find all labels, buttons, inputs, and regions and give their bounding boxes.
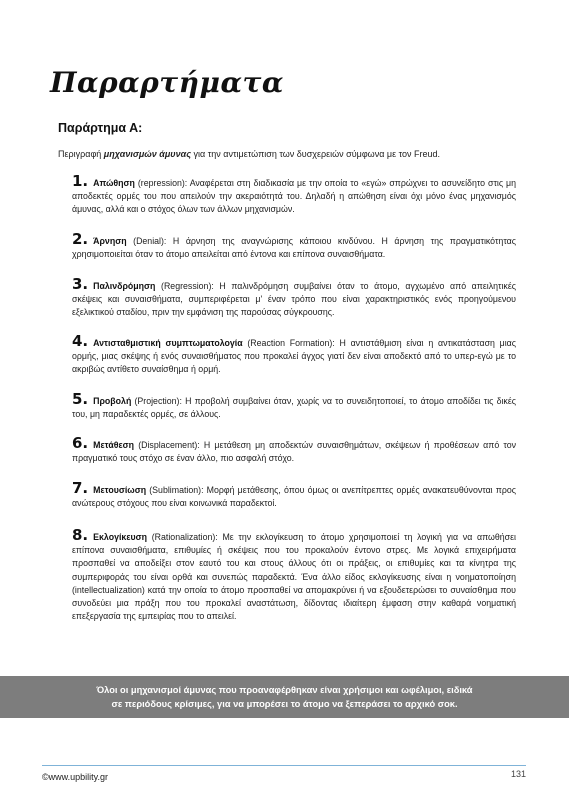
item-text: (Regression): Η παλινδρόμηση συμβαίνει όταν το άτομο, αγχωμένο από απειλητικές σκέψεις και συναισθήματα, συμπεριφέρεται μ' έναν τρόπο που είναι χαρακτηριστικός ενός προηγούμενου εξελικτικού σταδίου, πριν την εμφάνιση της παρούσας σύγκρουσης. <box>72 281 516 318</box>
list-item <box>72 526 516 623</box>
intro-text-before: Περιγραφή <box>58 149 104 159</box>
intro-text-after: για την αντιμετώπιση των δυσχερειών σύμφωνα με τον Freud. <box>191 149 441 159</box>
list-item <box>72 332 516 377</box>
item-text: (Rationalization): Με την εκλογίκευση το άτομο χρησιμοποιεί τη λογική για να απωθήσει επίπονα συναισθήματα, επιθυμίες ή σκέψεις που του προκαλούν έντονο στρες. Με λογικά επιχειρήματα προσπαθεί να αποδείξει στον εαυτό του και στους άλλους ότι οι πράξεις, οι επιθυμίες και τα κίνητρα της συμπεριφοράς του είναι ορθά και συνεπώς παραδεκτά. Ένα άλλο είδος εκλογίκευσης είναι η νοηματοποίηση (intellectualization) κατά την οποία το άτομο προσπαθεί να απομακρύνει ή να εξουδετερώσει το συναίσθημα που συνοδεύει μια πράξη που του προκαλεί αναστάτωση, δίδοντας ιδιαίτερη έμφαση στην καθαρά νοηματική επεξεργασία της εμπειρίας που το απειλεί. <box>72 532 516 622</box>
footer-website: ©www.upbility.gr <box>42 772 108 782</box>
item-name: Παλινδρόμηση <box>93 281 156 291</box>
intro-term: μηχανισμών άμυνας <box>103 149 192 159</box>
item-number: 8. <box>72 526 89 544</box>
banner-line-2: σε περιόδους κρίσιμες, για να μπορέσει το άτομο να ξεπεράσει το αρχικό σοκ. <box>111 699 458 709</box>
item-number: 3. <box>72 275 89 293</box>
item-name: Μετάθεση <box>93 440 135 450</box>
item-number: 6. <box>72 434 89 452</box>
item-text: (Sublimation): Μορφή μετάθεσης, όπου όμως οι ανεπίτρεπτες ορμές ανακατευθύνονται προς ανώτερους στόχους που είναι κοινωνικά παραδεκτοί. <box>72 485 516 509</box>
appendix-heading: Παράρτημα Α: <box>58 121 143 135</box>
item-number: 2. <box>72 230 89 248</box>
item-number: 5. <box>72 390 89 408</box>
item-name: Αντισταθμιστική συμπτωματολογία <box>93 338 243 348</box>
summary-banner <box>0 676 569 718</box>
item-name: Προβολή <box>93 396 132 406</box>
intro-paragraph <box>58 148 528 160</box>
page-title: Παραρτήματα <box>50 66 284 99</box>
item-number: 7. <box>72 479 89 497</box>
banner-line-1: Όλοι οι μηχανισμοί άμυνας που προαναφέρθηκαν είναι χρήσιμοι και ωφέλιμοι, ειδικά <box>96 685 473 695</box>
list-item <box>72 172 516 217</box>
item-name: Άρνηση <box>93 236 127 246</box>
item-text: (repression): Αναφέρεται στη διαδικασία με την οποία το «εγώ» σπρώχνει το ασυνείδητο στις μη αποδεκτές ορμές του που απειλούν την ακεραιότητά του. Δηλαδή η απώθηση είναι όχι μόνο ένας μηχανισμός άμυνας, αλλά και ο στόχος όλων των άλλων μηχανισμών. <box>72 178 516 215</box>
item-text: (Projection): Η προβολή συμβαίνει όταν, χωρίς να το συνειδητοποιεί, το άτομο αποδίδει τις δικές του, μη παραδεκτές ορμές, σε άλλους. <box>72 396 516 420</box>
item-number: 4. <box>72 332 89 350</box>
item-number: 1. <box>72 172 89 190</box>
footer-divider <box>42 765 526 766</box>
page-number: 131 <box>510 769 526 779</box>
item-name: Εκλογίκευση <box>93 532 148 542</box>
list-item <box>72 390 516 421</box>
item-name: Απώθηση <box>93 178 135 188</box>
list-item <box>72 275 516 320</box>
list-item <box>72 230 516 261</box>
item-name: Μετουσίωση <box>93 485 147 495</box>
item-text: (Denial): Η άρνηση της αναγνώρισης κάποιου κινδύνου. Η άρνηση της πραγματικότητας χρησιμοποιείται όταν το άτομο απειλείται από έντονα και επίπονα συναισθήματα. <box>72 236 516 260</box>
item-text: (Reaction Formation): Η αντιστάθμιση είναι η αντικατάσταση μιας ορμής, μιας σκέψης ή ενός συναισθήματος που προκαλεί άγχος γιατί δεν είναι αποδεκτό από το υπερ-εγώ με το ακριβώς αντίθετο συναίσθημα ή ορμή. <box>72 338 516 375</box>
list-item <box>72 479 516 510</box>
item-text: (Displacement): Η μετάθεση μη αποδεκτών συναισθημάτων, σκέψεων ή προθέσεων από τον πραγματικό τους στόχο σε έναν άλλο, πιο ασφαλή στόχο. <box>72 440 516 464</box>
list-item <box>72 434 516 465</box>
